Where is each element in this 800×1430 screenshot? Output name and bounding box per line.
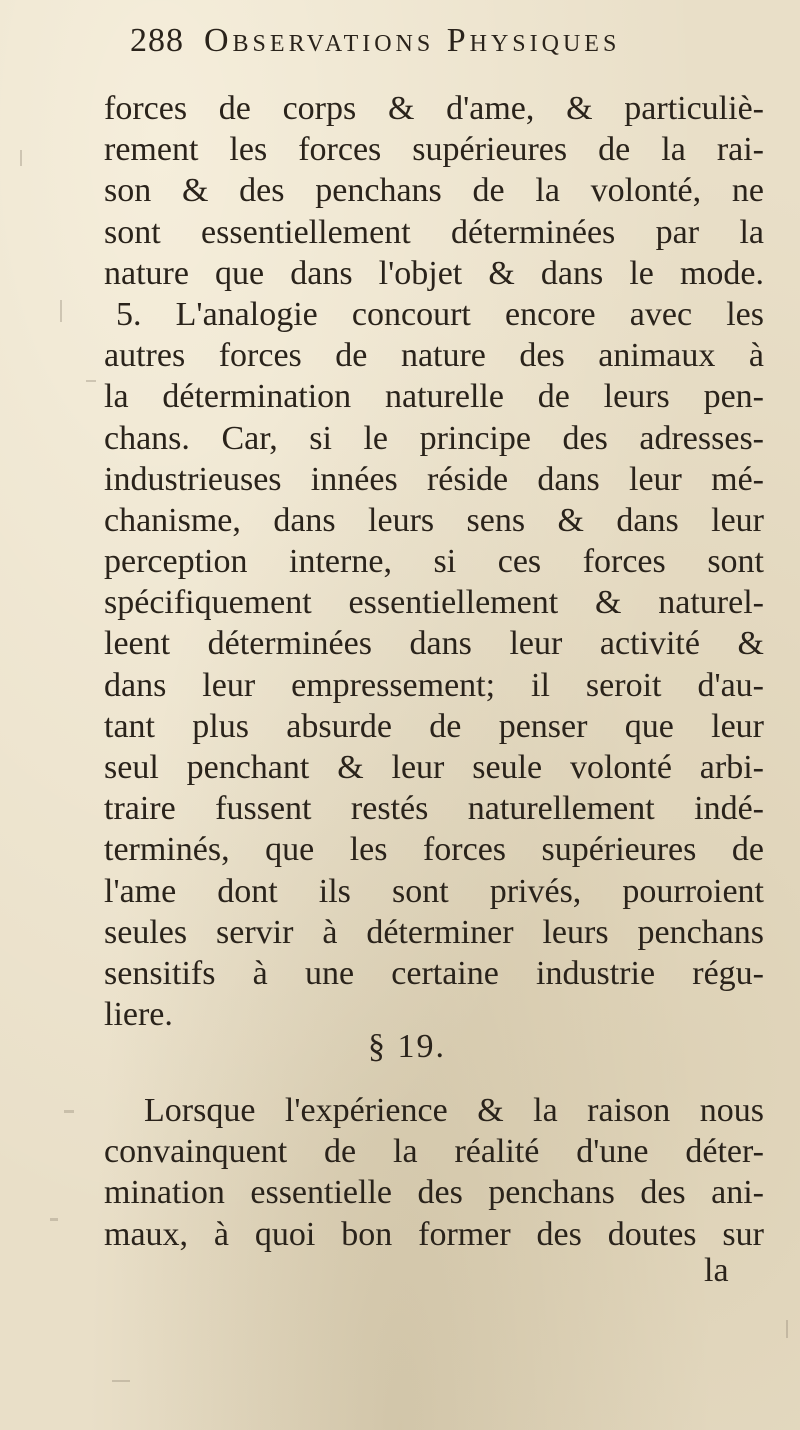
running-head: [130, 22, 770, 72]
text-line: seul penchant & leur seule volonté arbi-: [104, 749, 764, 786]
text-line: chanisme, dans leurs sens & dans leur: [104, 501, 764, 539]
text-line: spécifiquement essentiellement & naturel-: [104, 584, 764, 622]
text-line: sensitifs à une certaine industrie régu-: [104, 954, 764, 992]
text-line: rement les forces supérieures de la rai-: [104, 131, 764, 169]
text-line: seules servir à déterminer leurs penchans: [104, 913, 764, 951]
margin-mark: [86, 380, 96, 382]
text-line: nature que dans l'objet & dans le mode.: [104, 254, 764, 292]
text-line: perception interne, si ces forces sont: [104, 543, 764, 581]
margin-mark: [50, 1218, 58, 1221]
catchword: la: [704, 1252, 729, 1289]
margin-mark: [64, 1110, 74, 1113]
margin-mark: [786, 1320, 788, 1338]
text-line: sont essentiellement déterminées par la: [104, 213, 764, 251]
page-number: 288: [130, 22, 184, 59]
text-line: mination essentielle des penchans des ani-: [104, 1174, 764, 1212]
text-line: 5. L'analogie concourt encore avec les: [116, 295, 764, 333]
text-line: tant plus absurde de penser que leur: [104, 707, 764, 745]
margin-mark: [60, 300, 62, 322]
section-heading: § 19.: [368, 1028, 446, 1065]
text-line: convainquent de la réalité d'une déter-: [104, 1133, 764, 1171]
text-line: autres forces de nature des animaux à: [104, 337, 764, 375]
text-line: industrieuses innées réside dans leur mé-: [104, 460, 764, 498]
text-line: liere.: [104, 996, 173, 1034]
text-line: dans leur empressement; il seroit d'au-: [104, 666, 764, 704]
paragraph-1: [104, 88, 764, 1035]
text-line: chans. Car, si le principe des adresses-: [104, 419, 764, 457]
running-title: Observations Physiques: [204, 22, 621, 59]
text-line: son & des penchans de la volonté, ne: [104, 172, 764, 210]
margin-mark: [20, 150, 22, 166]
text-line: Lorsque l'expérience & la raison nous: [144, 1092, 764, 1129]
text-line: maux, à quoi bon former des doutes sur: [104, 1215, 764, 1253]
text-line: leent déterminées dans leur activité &: [104, 625, 764, 663]
paragraph-2: [104, 1090, 764, 1255]
text-line: traire fussent restés naturellement indé-: [104, 790, 764, 828]
text-line: l'ame dont ils sont privés, pourroient: [104, 872, 764, 910]
text-line: forces de corps & d'ame, & particuliè-: [104, 90, 764, 127]
margin-mark: [112, 1380, 130, 1382]
text-line: terminés, que les forces supérieures de: [104, 831, 764, 869]
text-line: la détermination naturelle de leurs pen-: [104, 378, 764, 416]
